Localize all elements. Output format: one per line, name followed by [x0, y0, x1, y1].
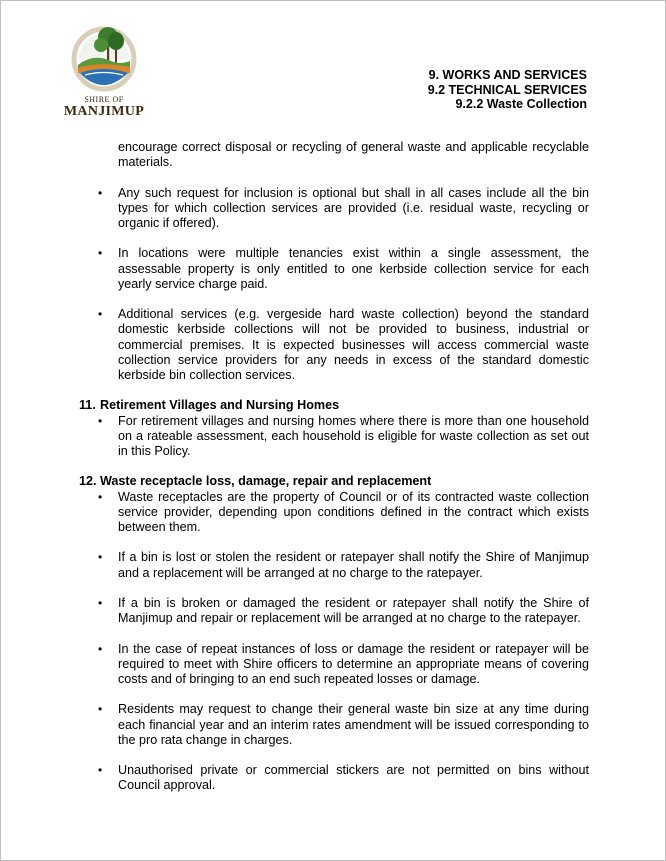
bullet-text: In locations were multiple tenancies exist within a single assessment, the assessable property is only entitled to one kerbside collection service for each yearly service charge paid. [118, 246, 589, 291]
bullet-text: Additional services (e.g. vergeside hard waste collection) beyond the standard domestic kerbside collections will not be provided to business, industrial or commercial premises. It is expected businesses will access commercial waste collection service providers for any needs in excess of the standard domestic kerbside bin collection services. [118, 307, 589, 382]
bullet-text: Any such request for inclusion is optional but shall in all cases include all the bin types for which collection services are provided (i.e. residual waste, recycling or organic if offered). [118, 185, 589, 230]
bullet-text: Waste receptacles are the property of Council or of its contracted waste collection service provider, depending upon conditions defined in the contract which exists between them. [118, 489, 589, 534]
logo-shire-name: MANJIMUP [63, 104, 145, 119]
bullet-icon: • [98, 702, 103, 717]
bullet-text: If a bin is lost or stolen the resident or ratepayer shall notify the Shire of Manjimup and a replacement will be arranged at no charge to the ratepayer. [118, 550, 589, 580]
bullet-icon: • [98, 641, 103, 656]
bullet-icon: • [98, 763, 103, 778]
bullet-text: If a bin is broken or damaged the resident or ratepayer shall notify the Shire of Manjimup and repair or replacement will be arranged at no charge to the ratepayer. [118, 595, 589, 626]
header-chapter: 9. WORKS AND SERVICES [428, 68, 587, 82]
list-item [79, 186, 589, 232]
continuation-paragraph: encourage correct disposal or recycling of general waste and applicable recyclable materials. [118, 140, 589, 170]
list-item [79, 763, 589, 793]
bullet-text: For retirement villages and nursing homes where there is more than one household on a rateable assessment, each household is eligible for waste collection as set out in this Policy. [118, 413, 589, 458]
section-title: Retirement Villages and Nursing Homes [100, 398, 340, 413]
section-heading [79, 474, 589, 489]
section-number: 11. [79, 398, 96, 413]
shire-logo [63, 21, 145, 121]
bullet-icon: • [98, 550, 103, 565]
header-policy: 9.2.2 Waste Collection [455, 97, 587, 112]
bullet-text: Residents may request to change their general waste bin size at any time during each financial year and an interim rates amendment will be issued corresponding to the pro rata change in charges. [118, 702, 589, 747]
list-item [79, 702, 589, 748]
shire-emblem-icon [63, 21, 145, 97]
header-section: 9.2 TECHNICAL SERVICES [427, 82, 587, 97]
bullet-icon: • [98, 185, 103, 200]
section-number: 12. [79, 474, 97, 489]
list-item [79, 490, 589, 536]
list-item [79, 596, 589, 626]
bullet-icon: • [98, 489, 103, 504]
list-item [79, 307, 589, 383]
bullet-icon: • [98, 307, 103, 322]
list-item [79, 246, 589, 292]
list-item [79, 414, 589, 460]
bullet-text: Unauthorised private or commercial stickers are not permitted on bins without Council approval. [118, 763, 589, 793]
section-heading [79, 398, 589, 413]
bullet-icon: • [98, 595, 103, 610]
bullet-icon: • [98, 413, 103, 428]
logo-shire-of-text: SHIRE OF [84, 95, 124, 104]
section-title: Waste receptacle loss, damage, repair and replacement [100, 474, 432, 489]
bullet-icon: • [98, 246, 103, 261]
list-item [79, 550, 589, 580]
bullet-text: In the case of repeat instances of loss or damage the resident or ratepayer will be required to meet with Shire officers to determine an appropriate means of covering costs and of bringing to an end such repeated losses or damage. [118, 641, 589, 686]
list-item [79, 642, 589, 688]
document-header [428, 68, 587, 112]
document-body [79, 140, 589, 794]
